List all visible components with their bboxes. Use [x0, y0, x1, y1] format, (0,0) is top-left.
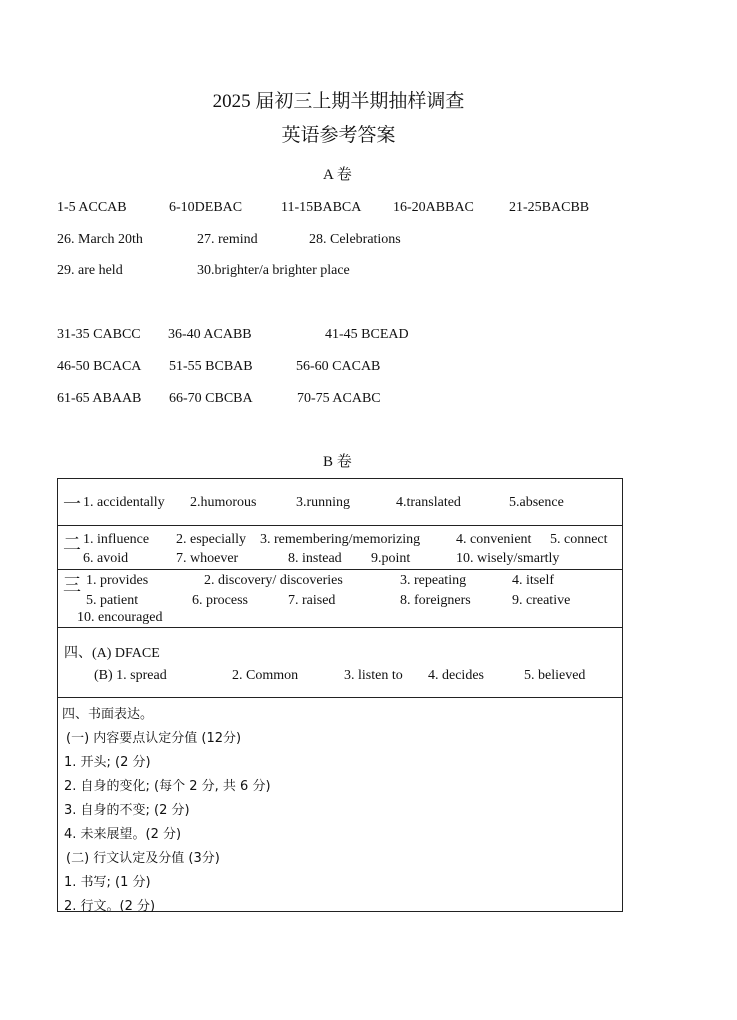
answer-item: 3. repeating [400, 573, 467, 588]
answer-group: 36-40 ACABB [168, 327, 252, 342]
answer-group: 31-35 CABCC [57, 327, 141, 342]
answer-item: 29. are held [57, 263, 123, 278]
answer-group: 66-70 CBCBA [169, 391, 253, 406]
answer-group: 1-5 ACCAB [57, 200, 127, 215]
writing-heading: 四、书面表达。 [62, 707, 154, 722]
writing-point: 4. 未来展望。(2 分) [64, 827, 182, 842]
answer-group: 61-65 ABAAB [57, 391, 142, 406]
answer-group: 16-20ABBAC [393, 200, 474, 215]
answer-item: 5. connect [550, 532, 608, 547]
answer-group: 51-55 BCBAB [169, 359, 253, 374]
answer-table [57, 478, 623, 912]
answer-group: 6-10DEBAC [169, 200, 243, 215]
document-title: 2025 届初三上期半期抽样调查 [212, 91, 465, 112]
table-row-part4 [58, 627, 622, 698]
writing-point: 2. 行文。(2 分) [64, 899, 156, 914]
answer-item: 28. Celebrations [309, 232, 401, 247]
answer-item: 5. believed [524, 668, 586, 683]
answer-group: 56-60 CACAB [296, 359, 381, 374]
writing-point: 1. 书写; (1 分) [64, 875, 151, 890]
part4-a-answers: 四、(A) DFACE [64, 646, 160, 661]
answer-item: 1. provides [86, 573, 149, 588]
answer-item: 9.point [371, 551, 411, 566]
writing-subheading: (一) 内容要点认定分值 (12分) [66, 731, 242, 746]
answer-item: 27. remind [197, 232, 258, 247]
part-number: 一 [63, 494, 81, 514]
writing-point: 2. 自身的变化; (每个 2 分, 共 6 分) [64, 779, 271, 794]
answer-item: 4. itself [512, 573, 554, 588]
answer-item: 5.absence [509, 495, 564, 510]
writing-point: 1. 开头; (2 分) [64, 755, 151, 770]
part-number: 三 [63, 575, 81, 595]
table-row-part2 [58, 525, 622, 570]
section-b-heading: B 卷 [323, 454, 352, 470]
answer-item: 7. raised [288, 593, 336, 608]
answer-item: 2. especially [176, 532, 246, 547]
answer-item: 4.translated [396, 495, 461, 510]
table-row-part3 [58, 569, 622, 628]
answer-item: 30.brighter/a brighter place [197, 263, 350, 278]
answer-group: 46-50 BCACA [57, 359, 142, 374]
answer-item: 3. remembering/memorizing [260, 532, 421, 547]
answer-group: 11-15BABCA [281, 200, 362, 215]
answer-item: 2. discovery/ discoveries [204, 573, 343, 588]
answer-item: 9. creative [512, 593, 571, 608]
answer-item: (B) 1. spread [94, 668, 167, 683]
part-number: 二 [63, 534, 81, 554]
answer-item: 10. encouraged [77, 610, 163, 625]
answer-item: 3. listen to [344, 668, 403, 683]
table-row-writing [58, 697, 622, 914]
answer-item: 1. accidentally [83, 495, 165, 510]
answer-item: 10. wisely/smartly [456, 551, 560, 566]
answer-item: 7. whoever [176, 551, 239, 566]
writing-subheading: (二) 行文认定及分值 (3分) [66, 851, 220, 866]
answer-item: 2. Common [232, 668, 299, 683]
answer-item: 26. March 20th [57, 232, 143, 247]
answer-item: 8. instead [288, 551, 342, 566]
answer-group: 41-45 BCEAD [325, 327, 409, 342]
answer-item: 2.humorous [190, 495, 257, 510]
answer-item: 3.running [296, 495, 351, 510]
answer-group: 21-25BACBB [509, 200, 590, 215]
answer-item: 4. decides [428, 668, 484, 683]
answer-item: 6. process [192, 593, 248, 608]
section-a-heading: A 卷 [323, 167, 352, 183]
answer-item: 4. convenient [456, 532, 532, 547]
document-subtitle: 英语参考答案 [281, 125, 396, 146]
answer-group: 70-75 ACABC [297, 391, 381, 406]
answer-item: 6. avoid [83, 551, 129, 566]
answer-item: 5. patient [86, 593, 139, 608]
answer-item: 1. influence [83, 532, 150, 547]
table-row-part1 [58, 479, 622, 526]
answer-item: 8. foreigners [400, 593, 471, 608]
writing-point: 3. 自身的不变; (2 分) [64, 803, 190, 818]
